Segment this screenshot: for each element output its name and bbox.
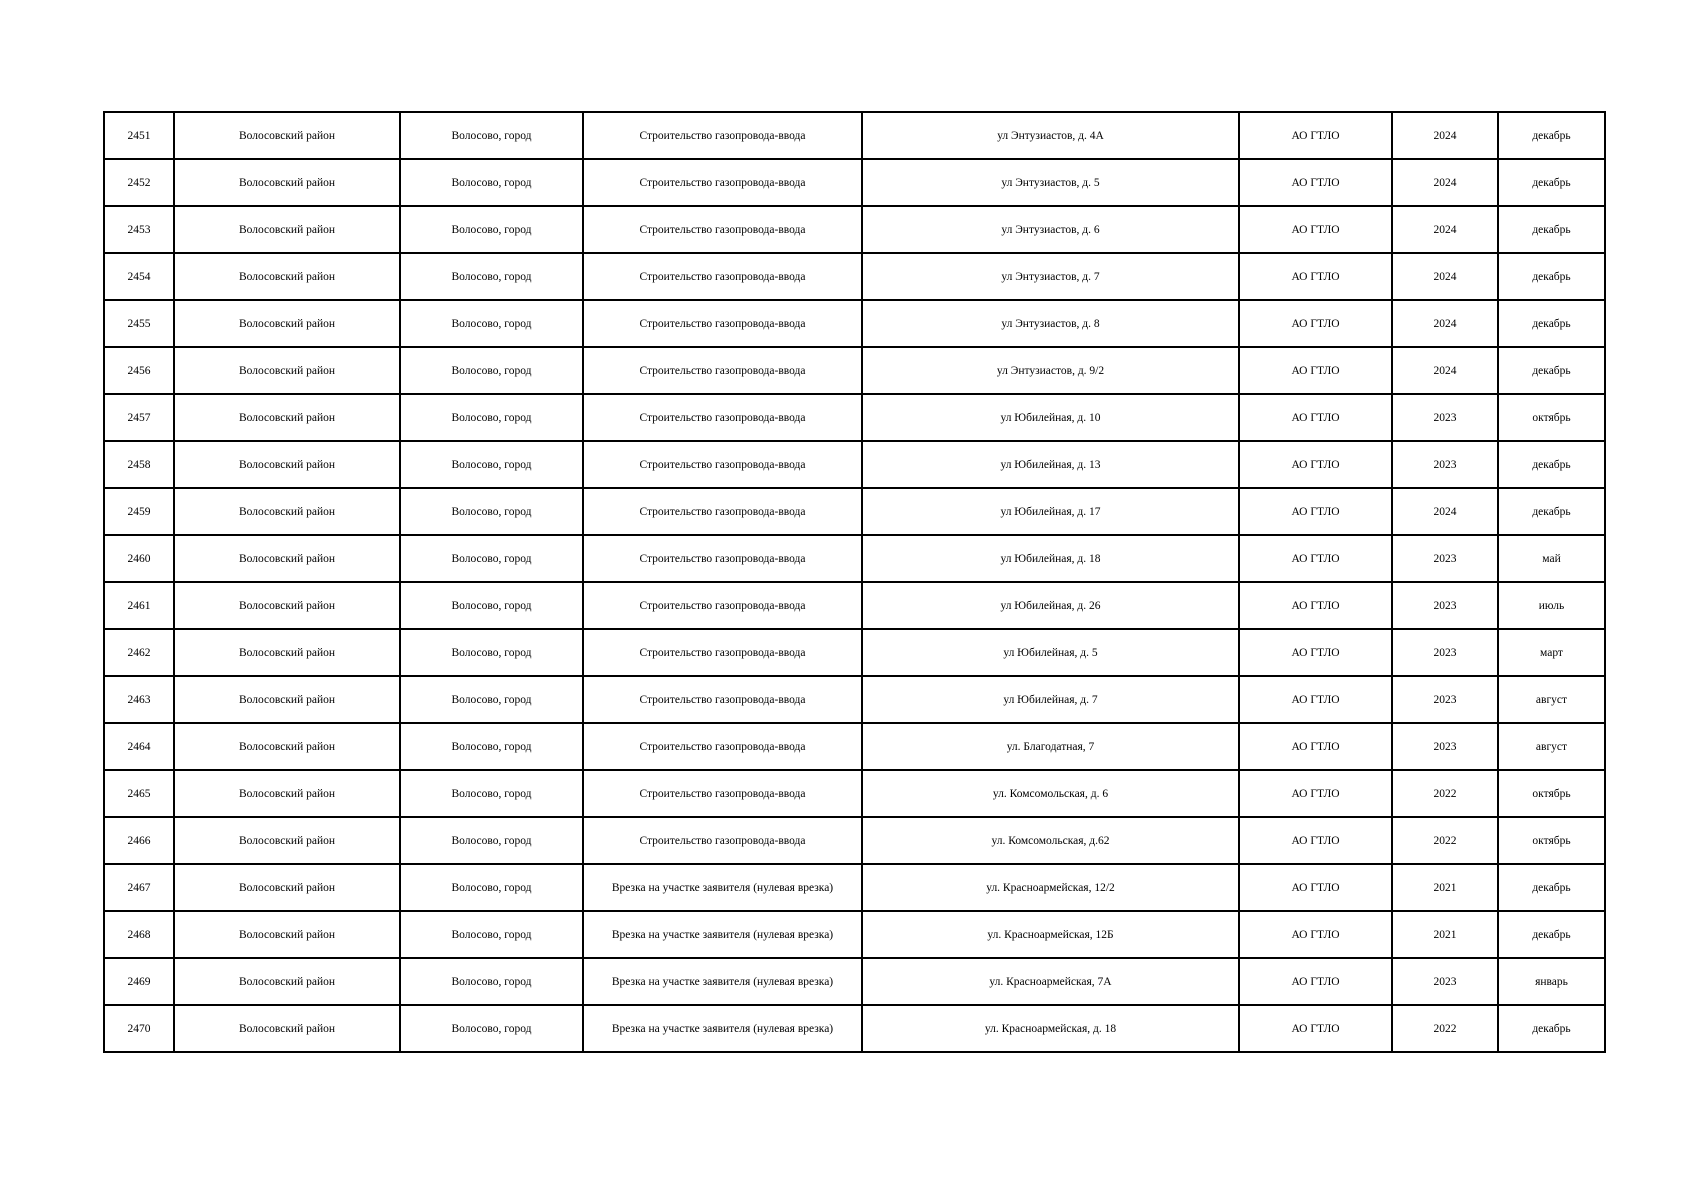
district-cell: Волосовский район xyxy=(174,629,400,676)
year-cell: 2023 xyxy=(1392,723,1498,770)
organization-cell: АО ГТЛО xyxy=(1239,864,1392,911)
table-row xyxy=(104,676,1605,723)
organization-cell: АО ГТЛО xyxy=(1239,159,1392,206)
month-cell: март xyxy=(1498,629,1605,676)
table-row xyxy=(104,488,1605,535)
row-number-cell: 2452 xyxy=(104,159,174,206)
month-cell: декабрь xyxy=(1498,864,1605,911)
row-number-cell: 2457 xyxy=(104,394,174,441)
month-cell: октябрь xyxy=(1498,770,1605,817)
address-cell: ул. Благодатная, 7 xyxy=(862,723,1239,770)
organization-cell: АО ГТЛО xyxy=(1239,112,1392,159)
row-number-cell: 2453 xyxy=(104,206,174,253)
year-cell: 2022 xyxy=(1392,1005,1498,1052)
settlement-cell: Волосово, город xyxy=(400,1005,583,1052)
month-cell: декабрь xyxy=(1498,159,1605,206)
year-cell: 2024 xyxy=(1392,253,1498,300)
work-type-cell: Строительство газопровода-ввода xyxy=(583,253,862,300)
table-row xyxy=(104,864,1605,911)
year-cell: 2024 xyxy=(1392,488,1498,535)
work-type-cell: Строительство газопровода-ввода xyxy=(583,206,862,253)
year-cell: 2023 xyxy=(1392,394,1498,441)
table-row xyxy=(104,770,1605,817)
settlement-cell: Волосово, город xyxy=(400,300,583,347)
gas-connection-table xyxy=(103,111,1606,1053)
table-row xyxy=(104,911,1605,958)
row-number-cell: 2466 xyxy=(104,817,174,864)
district-cell: Волосовский район xyxy=(174,159,400,206)
address-cell: ул Юбилейная, д. 18 xyxy=(862,535,1239,582)
work-type-cell: Строительство газопровода-ввода xyxy=(583,112,862,159)
settlement-cell: Волосово, город xyxy=(400,911,583,958)
work-type-cell: Врезка на участке заявителя (нулевая врезка) xyxy=(583,1005,862,1052)
year-cell: 2024 xyxy=(1392,206,1498,253)
address-cell: ул Энтузиастов, д. 4А xyxy=(862,112,1239,159)
district-cell: Волосовский район xyxy=(174,582,400,629)
month-cell: декабрь xyxy=(1498,253,1605,300)
row-number-cell: 2459 xyxy=(104,488,174,535)
address-cell: ул Энтузиастов, д. 7 xyxy=(862,253,1239,300)
row-number-cell: 2461 xyxy=(104,582,174,629)
month-cell: май xyxy=(1498,535,1605,582)
organization-cell: АО ГТЛО xyxy=(1239,676,1392,723)
organization-cell: АО ГТЛО xyxy=(1239,958,1392,1005)
organization-cell: АО ГТЛО xyxy=(1239,488,1392,535)
row-number-cell: 2451 xyxy=(104,112,174,159)
address-cell: ул. Красноармейская, д. 18 xyxy=(862,1005,1239,1052)
settlement-cell: Волосово, город xyxy=(400,817,583,864)
address-cell: ул. Красноармейская, 12Б xyxy=(862,911,1239,958)
work-type-cell: Строительство газопровода-ввода xyxy=(583,817,862,864)
district-cell: Волосовский район xyxy=(174,723,400,770)
year-cell: 2024 xyxy=(1392,300,1498,347)
year-cell: 2022 xyxy=(1392,817,1498,864)
table-row xyxy=(104,958,1605,1005)
address-cell: ул Юбилейная, д. 13 xyxy=(862,441,1239,488)
work-type-cell: Строительство газопровода-ввода xyxy=(583,394,862,441)
organization-cell: АО ГТЛО xyxy=(1239,535,1392,582)
row-number-cell: 2458 xyxy=(104,441,174,488)
address-cell: ул Энтузиастов, д. 5 xyxy=(862,159,1239,206)
settlement-cell: Волосово, город xyxy=(400,394,583,441)
district-cell: Волосовский район xyxy=(174,864,400,911)
month-cell: август xyxy=(1498,676,1605,723)
month-cell: июль xyxy=(1498,582,1605,629)
address-cell: ул Юбилейная, д. 5 xyxy=(862,629,1239,676)
table-row xyxy=(104,394,1605,441)
district-cell: Волосовский район xyxy=(174,817,400,864)
address-cell: ул Энтузиастов, д. 8 xyxy=(862,300,1239,347)
month-cell: декабрь xyxy=(1498,206,1605,253)
district-cell: Волосовский район xyxy=(174,1005,400,1052)
organization-cell: АО ГТЛО xyxy=(1239,629,1392,676)
table-row xyxy=(104,253,1605,300)
table-row xyxy=(104,112,1605,159)
organization-cell: АО ГТЛО xyxy=(1239,441,1392,488)
settlement-cell: Волосово, город xyxy=(400,770,583,817)
year-cell: 2022 xyxy=(1392,770,1498,817)
district-cell: Волосовский район xyxy=(174,535,400,582)
table-row xyxy=(104,1005,1605,1052)
month-cell: декабрь xyxy=(1498,911,1605,958)
month-cell: декабрь xyxy=(1498,488,1605,535)
row-number-cell: 2454 xyxy=(104,253,174,300)
settlement-cell: Волосово, город xyxy=(400,723,583,770)
year-cell: 2023 xyxy=(1392,676,1498,723)
row-number-cell: 2465 xyxy=(104,770,174,817)
row-number-cell: 2462 xyxy=(104,629,174,676)
settlement-cell: Волосово, город xyxy=(400,676,583,723)
table-row xyxy=(104,535,1605,582)
table-row xyxy=(104,300,1605,347)
work-type-cell: Врезка на участке заявителя (нулевая врезка) xyxy=(583,864,862,911)
district-cell: Волосовский район xyxy=(174,958,400,1005)
month-cell: декабрь xyxy=(1498,300,1605,347)
settlement-cell: Волосово, город xyxy=(400,582,583,629)
address-cell: ул Юбилейная, д. 10 xyxy=(862,394,1239,441)
work-type-cell: Строительство газопровода-ввода xyxy=(583,300,862,347)
district-cell: Волосовский район xyxy=(174,441,400,488)
settlement-cell: Волосово, город xyxy=(400,629,583,676)
district-cell: Волосовский район xyxy=(174,394,400,441)
work-type-cell: Строительство газопровода-ввода xyxy=(583,347,862,394)
row-number-cell: 2468 xyxy=(104,911,174,958)
year-cell: 2023 xyxy=(1392,582,1498,629)
work-type-cell: Строительство газопровода-ввода xyxy=(583,441,862,488)
table-row xyxy=(104,347,1605,394)
district-cell: Волосовский район xyxy=(174,206,400,253)
month-cell: декабрь xyxy=(1498,347,1605,394)
month-cell: январь xyxy=(1498,958,1605,1005)
work-type-cell: Строительство газопровода-ввода xyxy=(583,676,862,723)
organization-cell: АО ГТЛО xyxy=(1239,347,1392,394)
year-cell: 2024 xyxy=(1392,159,1498,206)
organization-cell: АО ГТЛО xyxy=(1239,723,1392,770)
address-cell: ул Юбилейная, д. 7 xyxy=(862,676,1239,723)
work-type-cell: Строительство газопровода-ввода xyxy=(583,723,862,770)
address-cell: ул Юбилейная, д. 17 xyxy=(862,488,1239,535)
address-cell: ул. Красноармейская, 12/2 xyxy=(862,864,1239,911)
year-cell: 2023 xyxy=(1392,535,1498,582)
district-cell: Волосовский район xyxy=(174,676,400,723)
work-type-cell: Строительство газопровода-ввода xyxy=(583,535,862,582)
row-number-cell: 2456 xyxy=(104,347,174,394)
work-type-cell: Строительство газопровода-ввода xyxy=(583,582,862,629)
address-cell: ул. Красноармейская, 7А xyxy=(862,958,1239,1005)
organization-cell: АО ГТЛО xyxy=(1239,206,1392,253)
address-cell: ул. Комсомольская, д.62 xyxy=(862,817,1239,864)
year-cell: 2024 xyxy=(1392,347,1498,394)
organization-cell: АО ГТЛО xyxy=(1239,1005,1392,1052)
row-number-cell: 2464 xyxy=(104,723,174,770)
organization-cell: АО ГТЛО xyxy=(1239,817,1392,864)
row-number-cell: 2463 xyxy=(104,676,174,723)
table-row xyxy=(104,582,1605,629)
work-type-cell: Врезка на участке заявителя (нулевая врезка) xyxy=(583,958,862,1005)
settlement-cell: Волосово, город xyxy=(400,347,583,394)
table-row xyxy=(104,159,1605,206)
work-type-cell: Строительство газопровода-ввода xyxy=(583,159,862,206)
table-row xyxy=(104,723,1605,770)
year-cell: 2023 xyxy=(1392,441,1498,488)
settlement-cell: Волосово, город xyxy=(400,112,583,159)
table-row xyxy=(104,206,1605,253)
settlement-cell: Волосово, город xyxy=(400,958,583,1005)
year-cell: 2023 xyxy=(1392,629,1498,676)
address-cell: ул Энтузиастов, д. 9/2 xyxy=(862,347,1239,394)
year-cell: 2023 xyxy=(1392,958,1498,1005)
row-number-cell: 2455 xyxy=(104,300,174,347)
month-cell: октябрь xyxy=(1498,394,1605,441)
district-cell: Волосовский район xyxy=(174,911,400,958)
work-type-cell: Врезка на участке заявителя (нулевая врезка) xyxy=(583,911,862,958)
organization-cell: АО ГТЛО xyxy=(1239,770,1392,817)
row-number-cell: 2467 xyxy=(104,864,174,911)
organization-cell: АО ГТЛО xyxy=(1239,253,1392,300)
row-number-cell: 2470 xyxy=(104,1005,174,1052)
table-body xyxy=(104,112,1605,1052)
document-page xyxy=(103,111,1604,1053)
month-cell: декабрь xyxy=(1498,1005,1605,1052)
table-row xyxy=(104,629,1605,676)
address-cell: ул. Комсомольская, д. 6 xyxy=(862,770,1239,817)
work-type-cell: Строительство газопровода-ввода xyxy=(583,488,862,535)
organization-cell: АО ГТЛО xyxy=(1239,394,1392,441)
settlement-cell: Волосово, город xyxy=(400,159,583,206)
settlement-cell: Волосово, город xyxy=(400,206,583,253)
organization-cell: АО ГТЛО xyxy=(1239,300,1392,347)
address-cell: ул Энтузиастов, д. 6 xyxy=(862,206,1239,253)
district-cell: Волосовский район xyxy=(174,112,400,159)
settlement-cell: Волосово, город xyxy=(400,535,583,582)
year-cell: 2021 xyxy=(1392,911,1498,958)
month-cell: август xyxy=(1498,723,1605,770)
settlement-cell: Волосово, город xyxy=(400,441,583,488)
work-type-cell: Строительство газопровода-ввода xyxy=(583,629,862,676)
row-number-cell: 2469 xyxy=(104,958,174,1005)
settlement-cell: Волосово, город xyxy=(400,864,583,911)
district-cell: Волосовский район xyxy=(174,770,400,817)
settlement-cell: Волосово, город xyxy=(400,253,583,300)
district-cell: Волосовский район xyxy=(174,300,400,347)
address-cell: ул Юбилейная, д. 26 xyxy=(862,582,1239,629)
organization-cell: АО ГТЛО xyxy=(1239,911,1392,958)
year-cell: 2021 xyxy=(1392,864,1498,911)
row-number-cell: 2460 xyxy=(104,535,174,582)
month-cell: октябрь xyxy=(1498,817,1605,864)
organization-cell: АО ГТЛО xyxy=(1239,582,1392,629)
table-row xyxy=(104,817,1605,864)
work-type-cell: Строительство газопровода-ввода xyxy=(583,770,862,817)
month-cell: декабрь xyxy=(1498,112,1605,159)
district-cell: Волосовский район xyxy=(174,488,400,535)
settlement-cell: Волосово, город xyxy=(400,488,583,535)
district-cell: Волосовский район xyxy=(174,347,400,394)
year-cell: 2024 xyxy=(1392,112,1498,159)
month-cell: декабрь xyxy=(1498,441,1605,488)
district-cell: Волосовский район xyxy=(174,253,400,300)
table-row xyxy=(104,441,1605,488)
